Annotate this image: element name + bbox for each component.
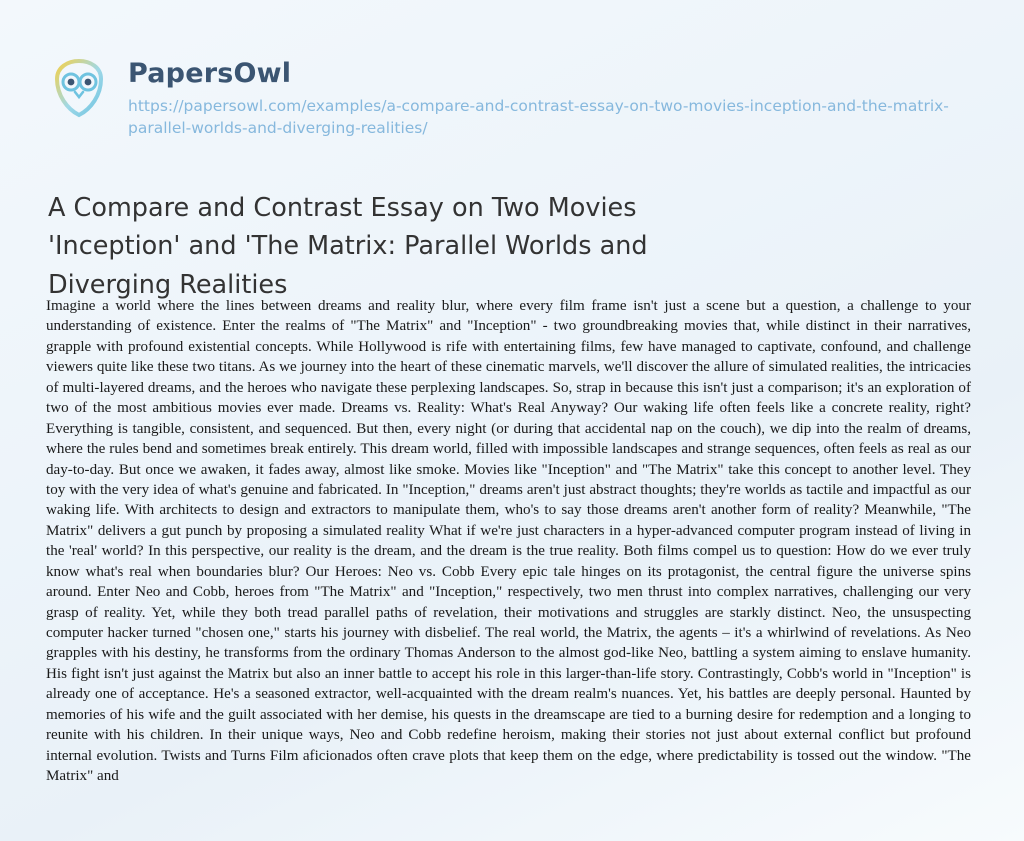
page-title: A Compare and Contrast Essay on Two Movies 'Inception' and 'The Matrix: Parallel Worlds and Diverging Realities [48,193,648,300]
brand-name: PapersOwl [128,58,292,89]
site-header [48,55,978,139]
essay-body: Imagine a world where the lines between dreams and reality blur, where every film frame isn't just a scene but a question, a challenge to your understanding of existence. Enter the realms of "The Matrix" and "Inception" - two groundbreaking movies that, while distinct in their narratives, grapple with profound existential concepts. While Hollywood is rife with entertaining films, few have managed to captivate, confound, and challenge viewers quite like these two titans. As we journey into the heart of these cinematic marvels, we'll discover the allure of simulated realities, the intricacies of multi-layered dreams, and the heroes who navigate these perplexing landscapes. So, strap in because this isn't just a comparison; it's an exploration of two of the most ambitious movies ever made. Dreams vs. Reality: What's Real Anyway? Our waking life often feels like a concrete reality, right? Everything is tangible, consistent, and sequenced. But then, every night (or during that accidental nap on the couch), we dip into the realm of dreams, where the rules bend and sometimes break entirely. This dream world, filled with impossible landscapes and strange sequences, often feels as real as our day-to-day. But once we awaken, it fades away, almost like smoke. Movies like "Inception" and "The Matrix" take this concept to another level. They toy with the very idea of what's genuine and fabricated. In "Inception," dreams aren't just abstract thoughts; they're worlds as tactile and impactful as our waking life. With architects to design and extractors to manipulate them, who's to say those dreams aren't another form of reality? Meanwhile, "The Matrix" delivers a gut punch by proposing a simulated reality What if we're just characters in a hyper-advanced computer program instead of living in the 'real' world? In this perspective, our reality is the dream, and the dream is the true reality. Both films compel us to question: How do we ever truly know what's real when boundaries blur? Our Heroes: Neo vs. Cobb Every epic tale hinges on its protagonist, the central figure the universe spins around. Enter Neo and Cobb, heroes from "The Matrix" and "Inception," respectively, two men thrust into complex narratives, challenging our very grasp of reality. Yet, while they both tread parallel paths of revelation, their motivations and struggles are starkly distinct. Neo, the unsuspecting computer hacker turned "chosen one," starts his journey with disbelief. The real world, the Matrix, the agents – it's a whirlwind of revelations. As Neo grapples with his destiny, he transforms from the ordinary Thomas Anderson to the almost god-like Neo, battling a system aiming to enslave humanity. His fight isn't just against the Matrix but also an inner battle to accept his role in this larger-than-life story. Contrastingly, Cobb's world in "Inception" is already one of acceptance. He's a seasoned extractor, well-acquainted with the dream realm's nuances. Yet, his battles are deeply personal. Haunted by memories of his wife and the guilt associated with her demise, his quests in the dreamscape are tied to a burning desire for redemption and a longing to reunite with his children. In their unique ways, Neo and Cobb redefine heroism, making their stories not just about external conflict but profound internal evolution. Twists and Turns Film aficionados often crave plots that keep them on the edge, where predictability is tossed out the window. "The Matrix" and [46,298,971,785]
brand-block [128,55,958,139]
owl-logo-icon [48,57,110,119]
source-url[interactable]: https://papersowl.com/examples/a-compare-and-contrast-essay-on-two-movies-inception-and-the-matrix-parallel-worlds-and-diverging-realities/ [128,96,949,137]
